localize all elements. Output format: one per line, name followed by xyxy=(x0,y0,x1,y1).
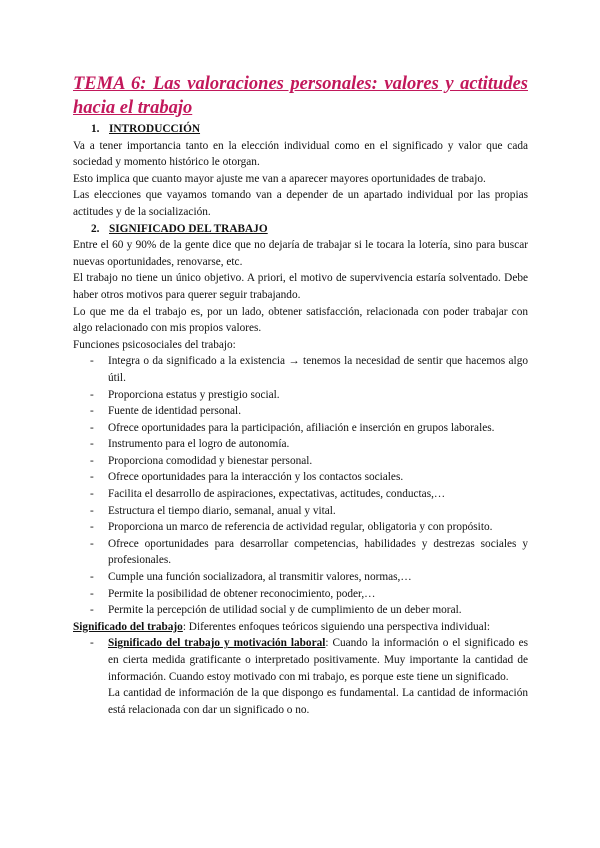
list-item-text: Fuente de identidad personal. xyxy=(108,405,242,418)
significado-paragraph xyxy=(73,619,528,636)
list-item xyxy=(73,436,528,453)
paragraph: Va a tener importancia tanto en la elección individual como en el significado y valor que cada sociedad y momento histórico le otorgan. xyxy=(73,139,528,169)
functions-list xyxy=(73,353,528,619)
significado-text: : Diferentes enfoques teóricos siguiendo una perspectiva individual: xyxy=(182,620,490,633)
list-item xyxy=(73,519,528,536)
motivation-label: Significado del trabajo y motivación laboral xyxy=(108,637,326,650)
section-1-heading xyxy=(73,121,528,138)
list-item xyxy=(73,569,528,586)
list-dash: - xyxy=(90,521,94,534)
list-item xyxy=(73,453,528,470)
document-body xyxy=(73,121,528,718)
list-dash: - xyxy=(90,471,94,484)
list-dash: - xyxy=(90,504,94,517)
list-item xyxy=(73,420,528,437)
list-item-text: Integra o da significado a la existencia → tenemos la necesidad de sentir que hacemos algo útil. xyxy=(108,355,528,384)
significado-label: Significado del trabajo xyxy=(73,620,183,633)
list-item-text: Ofrece oportunidades para desarrollar competencias, habilidades y destrezas sociales y profesionales. xyxy=(108,537,528,567)
motivation-list xyxy=(73,635,528,685)
paragraph: Esto implica que cuanto mayor ajuste me van a aparecer mayores oportunidades de trabajo. xyxy=(73,172,486,185)
list-item xyxy=(73,602,528,619)
section-1-title: INTRODUCCIÓN xyxy=(109,123,201,135)
list-item-text: Proporciona estatus y prestigio social. xyxy=(108,388,280,401)
section-2-heading xyxy=(73,221,528,238)
list-item-text: Instrumento para el logro de autonomía. xyxy=(108,438,290,451)
motivation-text: : Cuando la información o el significado es en cierta medida gratificante o interpretado positivamente. Muy importante la cantidad de información. Cuando estoy motivado con mi trabajo, es porque este tiene un significado. xyxy=(108,637,528,683)
list-item xyxy=(73,387,528,404)
list-item-text: Permite la percepción de utilidad social y de cumplimiento de un deber moral. xyxy=(108,604,462,617)
list-item xyxy=(73,469,528,486)
motivation-followup: La cantidad de información de la que dispongo es fundamental. La cantidad de información está relacionada con dar un significado o no. xyxy=(108,687,528,716)
list-dash: - xyxy=(90,355,94,368)
list-dash: - xyxy=(90,454,94,467)
paragraph: Lo que me da el trabajo es, por un lado, obtener satisfacción, relacionada con poder trabajar con algo relacionado con mis propios valores. xyxy=(73,305,528,335)
list-item xyxy=(73,403,528,420)
paragraph: Las elecciones que vayamos tomando van a depender de un apartado individual por las propias actitudes y de la socialización. xyxy=(73,189,528,218)
list-dash: - xyxy=(90,571,94,584)
list-dash: - xyxy=(90,537,94,550)
section-1-number: 1. xyxy=(91,123,100,135)
list-item-text: Ofrece oportunidades para la participación, afiliación e inserción en grupos laborales. xyxy=(108,421,495,434)
list-item-text: Proporciona comodidad y bienestar personal. xyxy=(108,454,313,467)
list-item xyxy=(73,486,528,503)
list-item xyxy=(73,586,528,603)
list-dash: - xyxy=(90,637,94,650)
list-item xyxy=(73,503,528,520)
paragraph: Entre el 60 y 90% de la gente dice que no dejaría de trabajar si le tocara la lotería, sino para buscar nuevas oportunidades, renovarse, etc. xyxy=(73,239,528,268)
list-item-text: Facilita el desarrollo de aspiraciones, expectativas, actitudes, conductas,… xyxy=(108,488,446,501)
section-2-title: SIGNIFICADO DEL TRABAJO xyxy=(109,222,268,235)
list-dash: - xyxy=(90,488,94,501)
paragraph: El trabajo no tiene un único objetivo. A priori, el motivo de supervivencia estaría solventado. Debe haber otros motivos para querer seguir trabajando. xyxy=(73,272,528,301)
page-title: TEMA 6: Las valoraciones personales: valores y actitudes hacia el trabajo xyxy=(73,74,528,118)
list-dash: - xyxy=(90,438,94,451)
list-item xyxy=(73,353,528,386)
list-item-text: Proporciona un marco de referencia de actividad regular, obligatoria y con propósito. xyxy=(108,521,493,534)
list-dash: - xyxy=(90,421,94,434)
paragraph: Funciones psicosociales del trabajo: xyxy=(73,338,236,351)
section-2-number: 2. xyxy=(91,222,100,235)
list-item-text: Permite la posibilidad de obtener reconocimiento, poder,… xyxy=(108,587,376,600)
list-item-text: Estructura el tiempo diario, semanal, anual y vital. xyxy=(108,504,336,517)
list-dash: - xyxy=(90,388,94,401)
list-dash: - xyxy=(90,604,94,617)
list-item-text: Cumple una función socializadora, al transmitir valores, normas,… xyxy=(108,571,412,584)
list-item xyxy=(73,536,528,569)
list-item xyxy=(73,635,528,685)
list-dash: - xyxy=(90,587,94,600)
list-dash: - xyxy=(90,405,94,418)
list-item-text: Ofrece oportunidades para la interacción y los contactos sociales. xyxy=(108,471,404,484)
